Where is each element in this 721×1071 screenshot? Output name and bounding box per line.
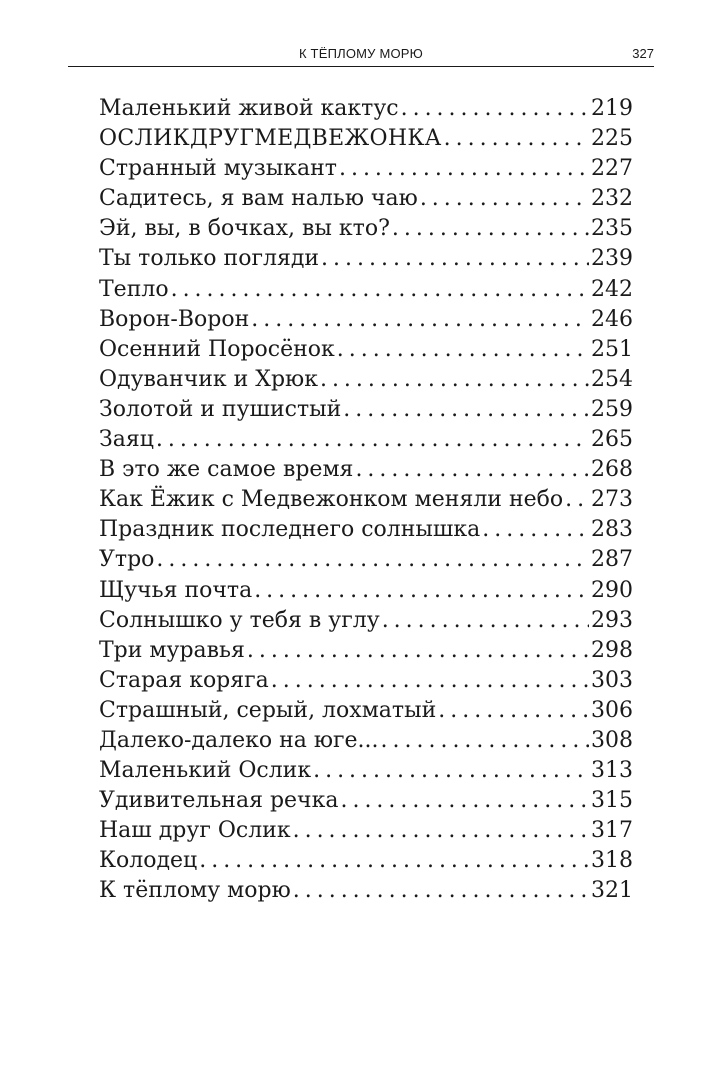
toc-entry-page: 273 — [591, 487, 633, 513]
toc-entry — [99, 365, 633, 395]
dot-leader — [199, 846, 589, 876]
toc-entry — [99, 275, 633, 305]
dot-leader — [340, 786, 589, 816]
toc-entry — [99, 606, 633, 636]
toc-entry-page: 303 — [591, 667, 633, 693]
toc-entry — [99, 786, 633, 816]
dot-leader — [339, 154, 589, 184]
toc-entry — [99, 214, 633, 244]
toc-entry — [99, 545, 633, 575]
toc-entry-title: Золотой и пушистый — [99, 396, 342, 422]
toc-entry-page: 227 — [591, 156, 633, 182]
toc-entry — [99, 305, 633, 335]
toc-entry-title: Эй, вы, в бочках, вы кто? — [99, 216, 390, 242]
toc-entry — [99, 666, 633, 696]
page-number: 327 — [632, 46, 654, 61]
dot-leader — [482, 515, 589, 545]
toc-entry-title: Осенний Поросёнок — [99, 336, 335, 362]
toc-entry-title: Далеко-далеко на юге... — [99, 727, 379, 753]
toc-entry — [99, 636, 633, 666]
toc-entry-title: Наш друг Ослик — [99, 818, 291, 844]
toc-entry — [99, 184, 633, 214]
toc-entry-page: 298 — [591, 637, 633, 663]
dot-leader — [247, 636, 589, 666]
toc-entry-title: Маленький живой кактус — [99, 96, 399, 121]
dot-leader — [343, 395, 589, 425]
dot-leader — [293, 876, 589, 906]
toc-entry — [99, 515, 633, 545]
dot-leader — [438, 696, 589, 726]
toc-entry-title: Ворон-Ворон — [99, 306, 250, 332]
toc-entry-page: 283 — [591, 517, 633, 543]
dot-leader — [355, 455, 589, 485]
dot-leader — [337, 335, 589, 365]
toc-entry — [99, 154, 633, 184]
running-head-title: К ТЁПЛОМУ МОРЮ — [298, 46, 424, 61]
dot-leader — [271, 666, 589, 696]
table-of-contents — [99, 94, 633, 907]
toc-entry-title: Утро — [99, 547, 155, 573]
toc-entry-title: Колодец — [99, 848, 198, 874]
toc-entry — [99, 846, 633, 876]
dot-leader — [156, 425, 589, 455]
toc-entry — [99, 696, 633, 726]
toc-entry — [99, 94, 633, 124]
toc-entry-page: 293 — [591, 607, 633, 633]
toc-entry-title: Ты только погляди — [99, 246, 320, 272]
toc-entry-page: 287 — [591, 547, 633, 573]
dot-leader — [420, 184, 589, 214]
dot-leader — [156, 545, 589, 575]
toc-entry-page: 254 — [591, 366, 633, 392]
toc-entry-title: Странный музыкант — [99, 156, 337, 182]
toc-entry-page: 259 — [591, 396, 633, 422]
toc-entry-page: 251 — [591, 336, 633, 362]
toc-entry-title: Щучья почта — [99, 577, 253, 603]
toc-entry-page: 235 — [591, 216, 633, 242]
toc-entry-title: ОСЛИКДРУГМЕДВЕЖОНКА — [99, 126, 442, 152]
toc-entry-title: Страшный, серый, лохматый — [99, 697, 437, 723]
toc-entry — [99, 244, 633, 274]
toc-entry-page: 225 — [591, 126, 633, 152]
dot-leader — [313, 756, 589, 786]
toc-entry-title: Праздник последнего солнышка — [99, 517, 481, 543]
dot-leader — [565, 485, 589, 515]
toc-entry-page: 308 — [591, 727, 633, 753]
toc-entry — [99, 425, 633, 455]
toc-entry-page: 242 — [591, 276, 633, 302]
running-head — [68, 44, 654, 67]
toc-entry-page: 306 — [591, 697, 633, 723]
dot-leader — [251, 305, 589, 335]
toc-entry-title: Солнышко у тебя в углу — [99, 607, 380, 633]
toc-entry — [99, 485, 633, 515]
dot-leader — [320, 365, 589, 395]
toc-entry — [99, 395, 633, 425]
toc-entry — [99, 335, 633, 365]
dot-leader — [254, 576, 589, 606]
dot-leader — [171, 275, 589, 305]
toc-entry-title: В это же самое время — [99, 457, 354, 483]
toc-entry-title: Старая коряга — [99, 667, 269, 693]
toc-entry-title: Заяц — [99, 427, 154, 453]
toc-entry-title: Одуванчик и Хрюк — [99, 366, 318, 392]
dot-leader — [444, 124, 589, 154]
toc-entry-title: Удивительная речка — [99, 788, 339, 814]
toc-entry-page: 246 — [591, 306, 633, 332]
toc-entry-page: 265 — [591, 427, 633, 453]
toc-entry — [99, 876, 633, 906]
dot-leader — [293, 816, 589, 846]
dot-leader — [381, 726, 589, 756]
toc-entry-title: Три муравья — [99, 637, 245, 663]
toc-entry-title: Как Ёжик с Медвежонком меняли небо — [99, 487, 564, 513]
toc-entry-title: Садитесь, я вам налью чаю — [99, 186, 418, 212]
dot-leader — [382, 606, 589, 636]
toc-entry-page: 239 — [591, 246, 633, 272]
dot-leader — [392, 214, 589, 244]
toc-entry-page: 321 — [591, 878, 633, 904]
toc-entry-page: 318 — [591, 848, 633, 874]
toc-entry-page: 232 — [591, 186, 633, 212]
toc-entry-page: 317 — [591, 818, 633, 844]
toc-entry — [99, 124, 633, 154]
toc-entry — [99, 816, 633, 846]
toc-entry-page: 268 — [591, 457, 633, 483]
toc-entry-page: 290 — [591, 577, 633, 603]
toc-entry — [99, 576, 633, 606]
toc-entry-page: 315 — [591, 788, 633, 814]
toc-entry — [99, 455, 633, 485]
toc-entry-page: 313 — [591, 758, 633, 784]
dot-leader — [401, 94, 589, 124]
toc-entry — [99, 756, 633, 786]
toc-entry-title: К тёплому морю — [99, 878, 291, 904]
toc-entry-title: Маленький Ослик — [99, 758, 312, 784]
toc-entry-page: 219 — [591, 96, 633, 121]
toc-entry-title: Тепло — [99, 276, 169, 302]
toc-entry — [99, 726, 633, 756]
dot-leader — [321, 244, 589, 274]
